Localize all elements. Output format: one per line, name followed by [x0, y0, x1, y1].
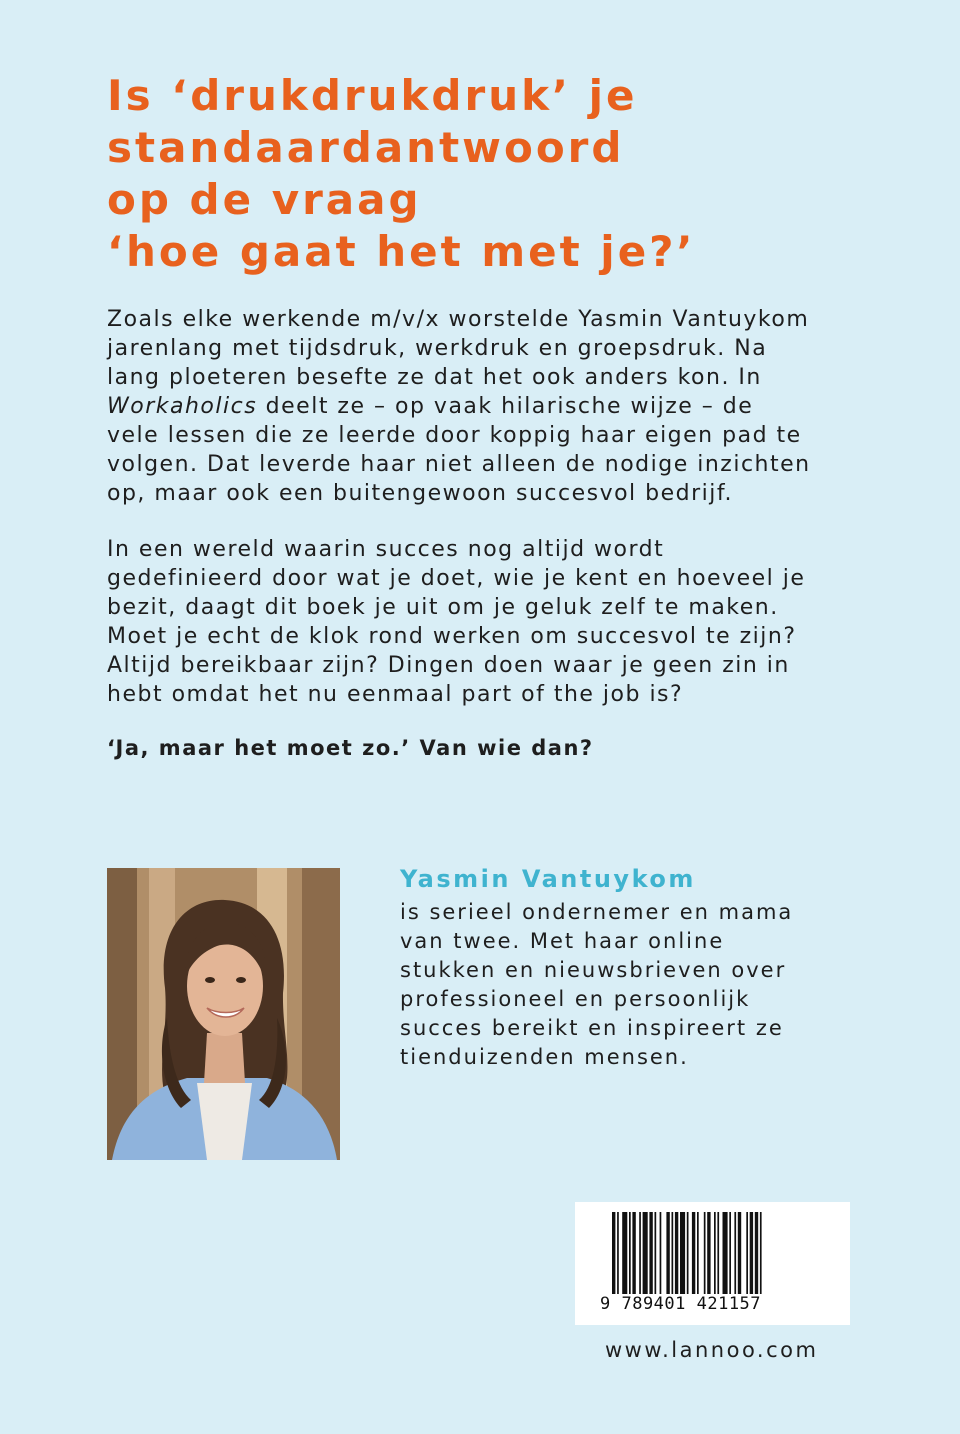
barcode-bar: [617, 1212, 619, 1294]
author-photo: [107, 868, 340, 1160]
isbn-number: 9 789401 421157: [600, 1294, 762, 1314]
barcode-bar: [738, 1212, 741, 1294]
paragraph-line: vele lessen die ze leerde door koppig haar eigen pad te: [107, 423, 802, 448]
publisher-website: www.lannoo.com: [605, 1338, 819, 1362]
bio-line: professioneel en persoonlijk: [400, 987, 751, 1011]
barcode-bars: [612, 1212, 812, 1294]
bio-line: van twee. Met haar online: [400, 929, 725, 953]
barcode-bar: [723, 1212, 728, 1294]
author-name: Yasmin Vantuykom: [400, 865, 696, 893]
bio-line: succes bereikt en inspireert ze: [400, 1016, 784, 1040]
paragraph-line: Zoals elke werkende m/v/x worstelde Yasmin Vantuykom: [107, 307, 810, 332]
headline-line: standaardantwoord: [107, 123, 625, 172]
headline-line: op de vraag: [107, 175, 422, 224]
barcode-bar: [729, 1212, 731, 1294]
book-title: Workaholics: [107, 394, 258, 419]
intro-paragraph: [107, 305, 867, 508]
barcode-bar: [649, 1212, 652, 1294]
barcode-bar: [760, 1212, 762, 1294]
barcode-bar: [714, 1212, 716, 1294]
barcode-bar: [672, 1212, 674, 1294]
barcode-bar: [697, 1212, 699, 1294]
barcode-bar: [622, 1212, 627, 1294]
bio-line: tienduizenden mensen.: [400, 1045, 689, 1069]
barcode-bar: [755, 1212, 758, 1294]
barcode-bar: [612, 1212, 615, 1294]
paragraph-line: Altijd bereikbaar zijn? Dingen doen waar je geen zin in: [107, 653, 790, 678]
barcode-bar: [687, 1212, 689, 1294]
barcode-bar: [660, 1212, 662, 1294]
barcode-bar: [707, 1212, 710, 1294]
barcode-bar: [704, 1212, 706, 1294]
barcode-bar: [750, 1212, 753, 1294]
barcode-bar: [643, 1212, 648, 1294]
tagline: ‘Ja, maar het moet zo.’ Van wie dan?: [107, 736, 594, 760]
paragraph-line: [107, 392, 867, 421]
headline-line: ‘hoe gaat het met je?’: [107, 227, 696, 276]
barcode-bar: [680, 1212, 685, 1294]
headline-line: Is ‘drukdrukdruk’ je: [107, 71, 638, 120]
barcode-bar: [675, 1212, 678, 1294]
paragraph-line: gedefinieerd door wat je doet, wie je kent en hoeveel je: [107, 566, 806, 591]
second-paragraph: [107, 535, 867, 709]
paragraph-line: bezit, daagt dit boek je uit om je geluk zelf te maken.: [107, 595, 779, 620]
paragraph-line: volgen. Dat leverde haar niet alleen de nodige inzichten: [107, 452, 811, 477]
barcode-bar: [734, 1212, 736, 1294]
paragraph-line-rest: deelt ze – op vaak hilarische wijze – de: [257, 394, 754, 419]
paragraph-line: In een wereld waarin succes nog altijd wordt: [107, 537, 665, 562]
barcode-bar: [629, 1212, 631, 1294]
paragraph-line: hebt omdat het nu eenmaal part of the job is?: [107, 682, 684, 707]
barcode-bar: [632, 1212, 635, 1294]
paragraph-line: op, maar ook een buitengewoon succesvol bedrijf.: [107, 481, 734, 506]
barcode-bar: [666, 1212, 669, 1294]
bio-line: is serieel ondernemer en mama: [400, 900, 794, 924]
bio-line: stukken en nieuwsbrieven over: [400, 958, 787, 982]
barcode-bar: [746, 1212, 748, 1294]
paragraph-line: Moet je echt de klok rond werken om succesvol te zijn?: [107, 624, 797, 649]
author-bio: [400, 898, 840, 1072]
barcode-bar: [692, 1212, 695, 1294]
barcode-bar: [655, 1212, 657, 1294]
paragraph-line: lang ploeteren besefte ze dat het ook anders kon. In: [107, 365, 762, 390]
paragraph-line: jarenlang met tijdsdruk, werkdruk en groepsdruk. Na: [107, 336, 768, 361]
isbn-barcode: [575, 1202, 850, 1325]
barcode-bar: [639, 1212, 641, 1294]
barcode-bar: [717, 1212, 719, 1294]
headline: [107, 70, 867, 278]
